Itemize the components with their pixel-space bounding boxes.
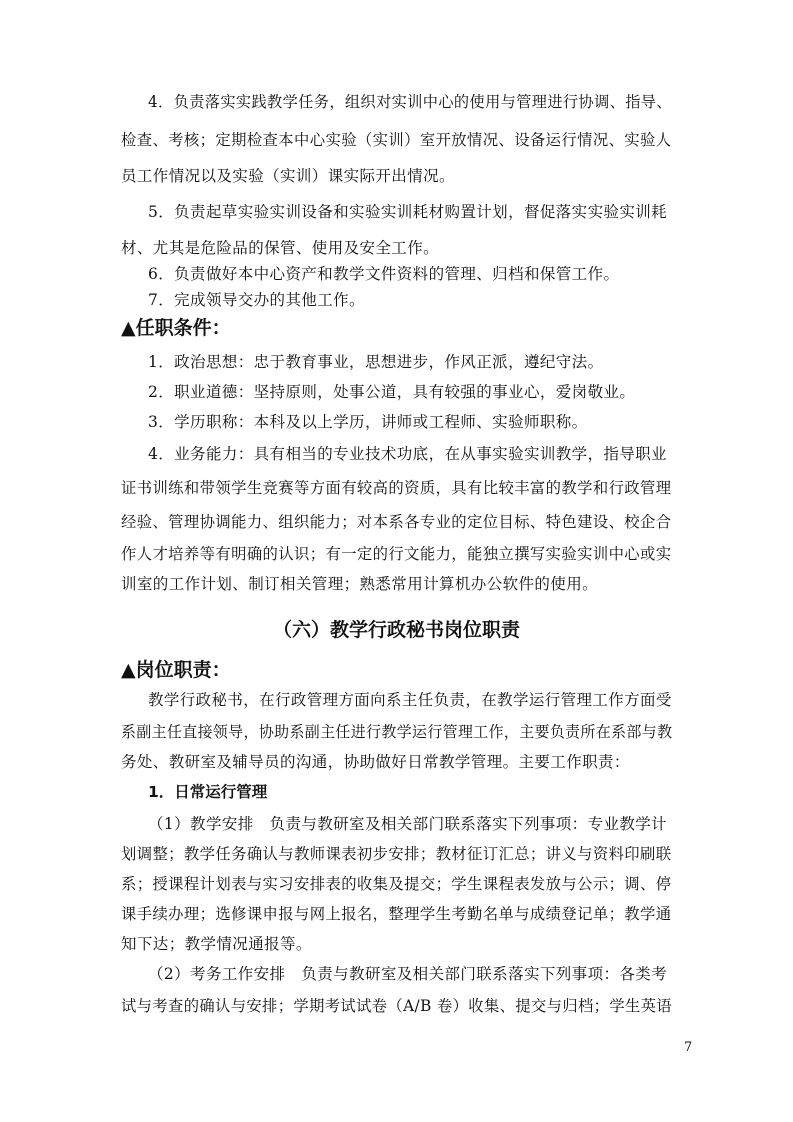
teaching-arrangement-line-3: 系；授课程计划表与实习安排表的收集及提交；学生课程表发放与公示；调、停: [121, 875, 672, 893]
intro-line-2: 系副主任直接领导，协助系副主任进行教学运行管理工作，主要负责所在系部与教: [121, 723, 673, 741]
intro-line-3: 务处、教研室及辅导员的沟通，协助做好日常教学管理。主要工作职责：: [121, 753, 630, 771]
duty-4-line-1: 4．负责落实实践教学任务，组织对实训中心的使用与管理进行协调、指导、: [148, 93, 672, 111]
duty-6: 6．负责做好本中心资产和教学文件资料的管理、归档和保管工作。: [148, 265, 620, 283]
teaching-arrangement-line-2: 划调整；教学任务确认与教师课表初步安排；教材征订汇总；讲义与资料印刷联: [121, 845, 672, 863]
qualification-4-line-4: 作人才培养等有明确的认识；有一定的行文能力，能独立撰写实验实训中心或实: [121, 545, 672, 563]
duty-4-line-2: 检查、考核；定期检查本中心实验（实训）室开放情况、设备运行情况、实验人: [121, 131, 672, 149]
qualification-4-line-3: 经验、管理协调能力、组织能力；对本系各专业的定位目标、特色建设、校企合: [121, 513, 672, 531]
teaching-arrangement-line-5: 知下达；教学情况通报等。: [121, 935, 312, 953]
intro-line-1: 教学行政秘书，在行政管理方面向系主任负责，在教学运行管理工作方面受: [148, 691, 672, 709]
section-title: （六）教学行政秘书岗位职责: [272, 619, 520, 641]
duty-4-line-3: 员工作情况以及实验（实训）课实际开出情况。: [121, 167, 455, 185]
duty-7: 7．完成领导交办的其他工作。: [148, 291, 365, 309]
qualification-1: 1．政治思想：忠于教育事业，思想进步，作风正派，遵纪守法。: [148, 353, 604, 371]
subheading-daily-operations: 1．日常运行管理: [148, 783, 268, 801]
duties-heading: ▲岗位职责：: [121, 659, 231, 681]
duty-5-line-2: 材、尤其是危险品的保管、使用及安全工作。: [121, 239, 440, 257]
exam-arrangement-line-1: （2）考务工作安排 负责与教研室及相关部门联系落实下列事项：各类考: [148, 965, 668, 983]
exam-arrangement-line-2: 试与考查的确认与安排；学期考试试卷（A/B 卷）收集、提交与归档；学生英语: [121, 997, 673, 1015]
qualifications-heading: ▲任职条件：: [121, 317, 231, 339]
duty-5-line-1: 5．负责起草实验实训设备和实验实训耗材购置计划，督促落实实验实训耗: [148, 203, 668, 221]
teaching-arrangement-line-4: 课手续办理；选修课申报与网上报名，整理学生考勤名单与成绩登记单；教学通: [121, 905, 672, 923]
page-number: 7: [684, 1040, 693, 1055]
qualification-3: 3．学历职称：本科及以上学历，讲师或工程师、实验师职称。: [148, 413, 588, 431]
qualification-4-line-1: 4．业务能力：具有相当的专业技术功底，在从事实验实训教学，指导职业: [148, 445, 668, 463]
qualification-4-line-2: 证书训练和带领学生竞赛等方面有较高的资质，具有比较丰富的教学和行政管理: [121, 479, 672, 497]
qualification-2: 2．职业道德：坚持原则，处事公道，具有较强的事业心，爱岗敬业。: [148, 383, 636, 401]
teaching-arrangement-line-1: （1）教学安排 负责与教研室及相关部门联系落实下列事项：专业教学计: [148, 815, 668, 833]
qualification-4-line-5: 训室的工作计划、制订相关管理；熟悉常用计算机办公软件的使用。: [121, 575, 599, 593]
